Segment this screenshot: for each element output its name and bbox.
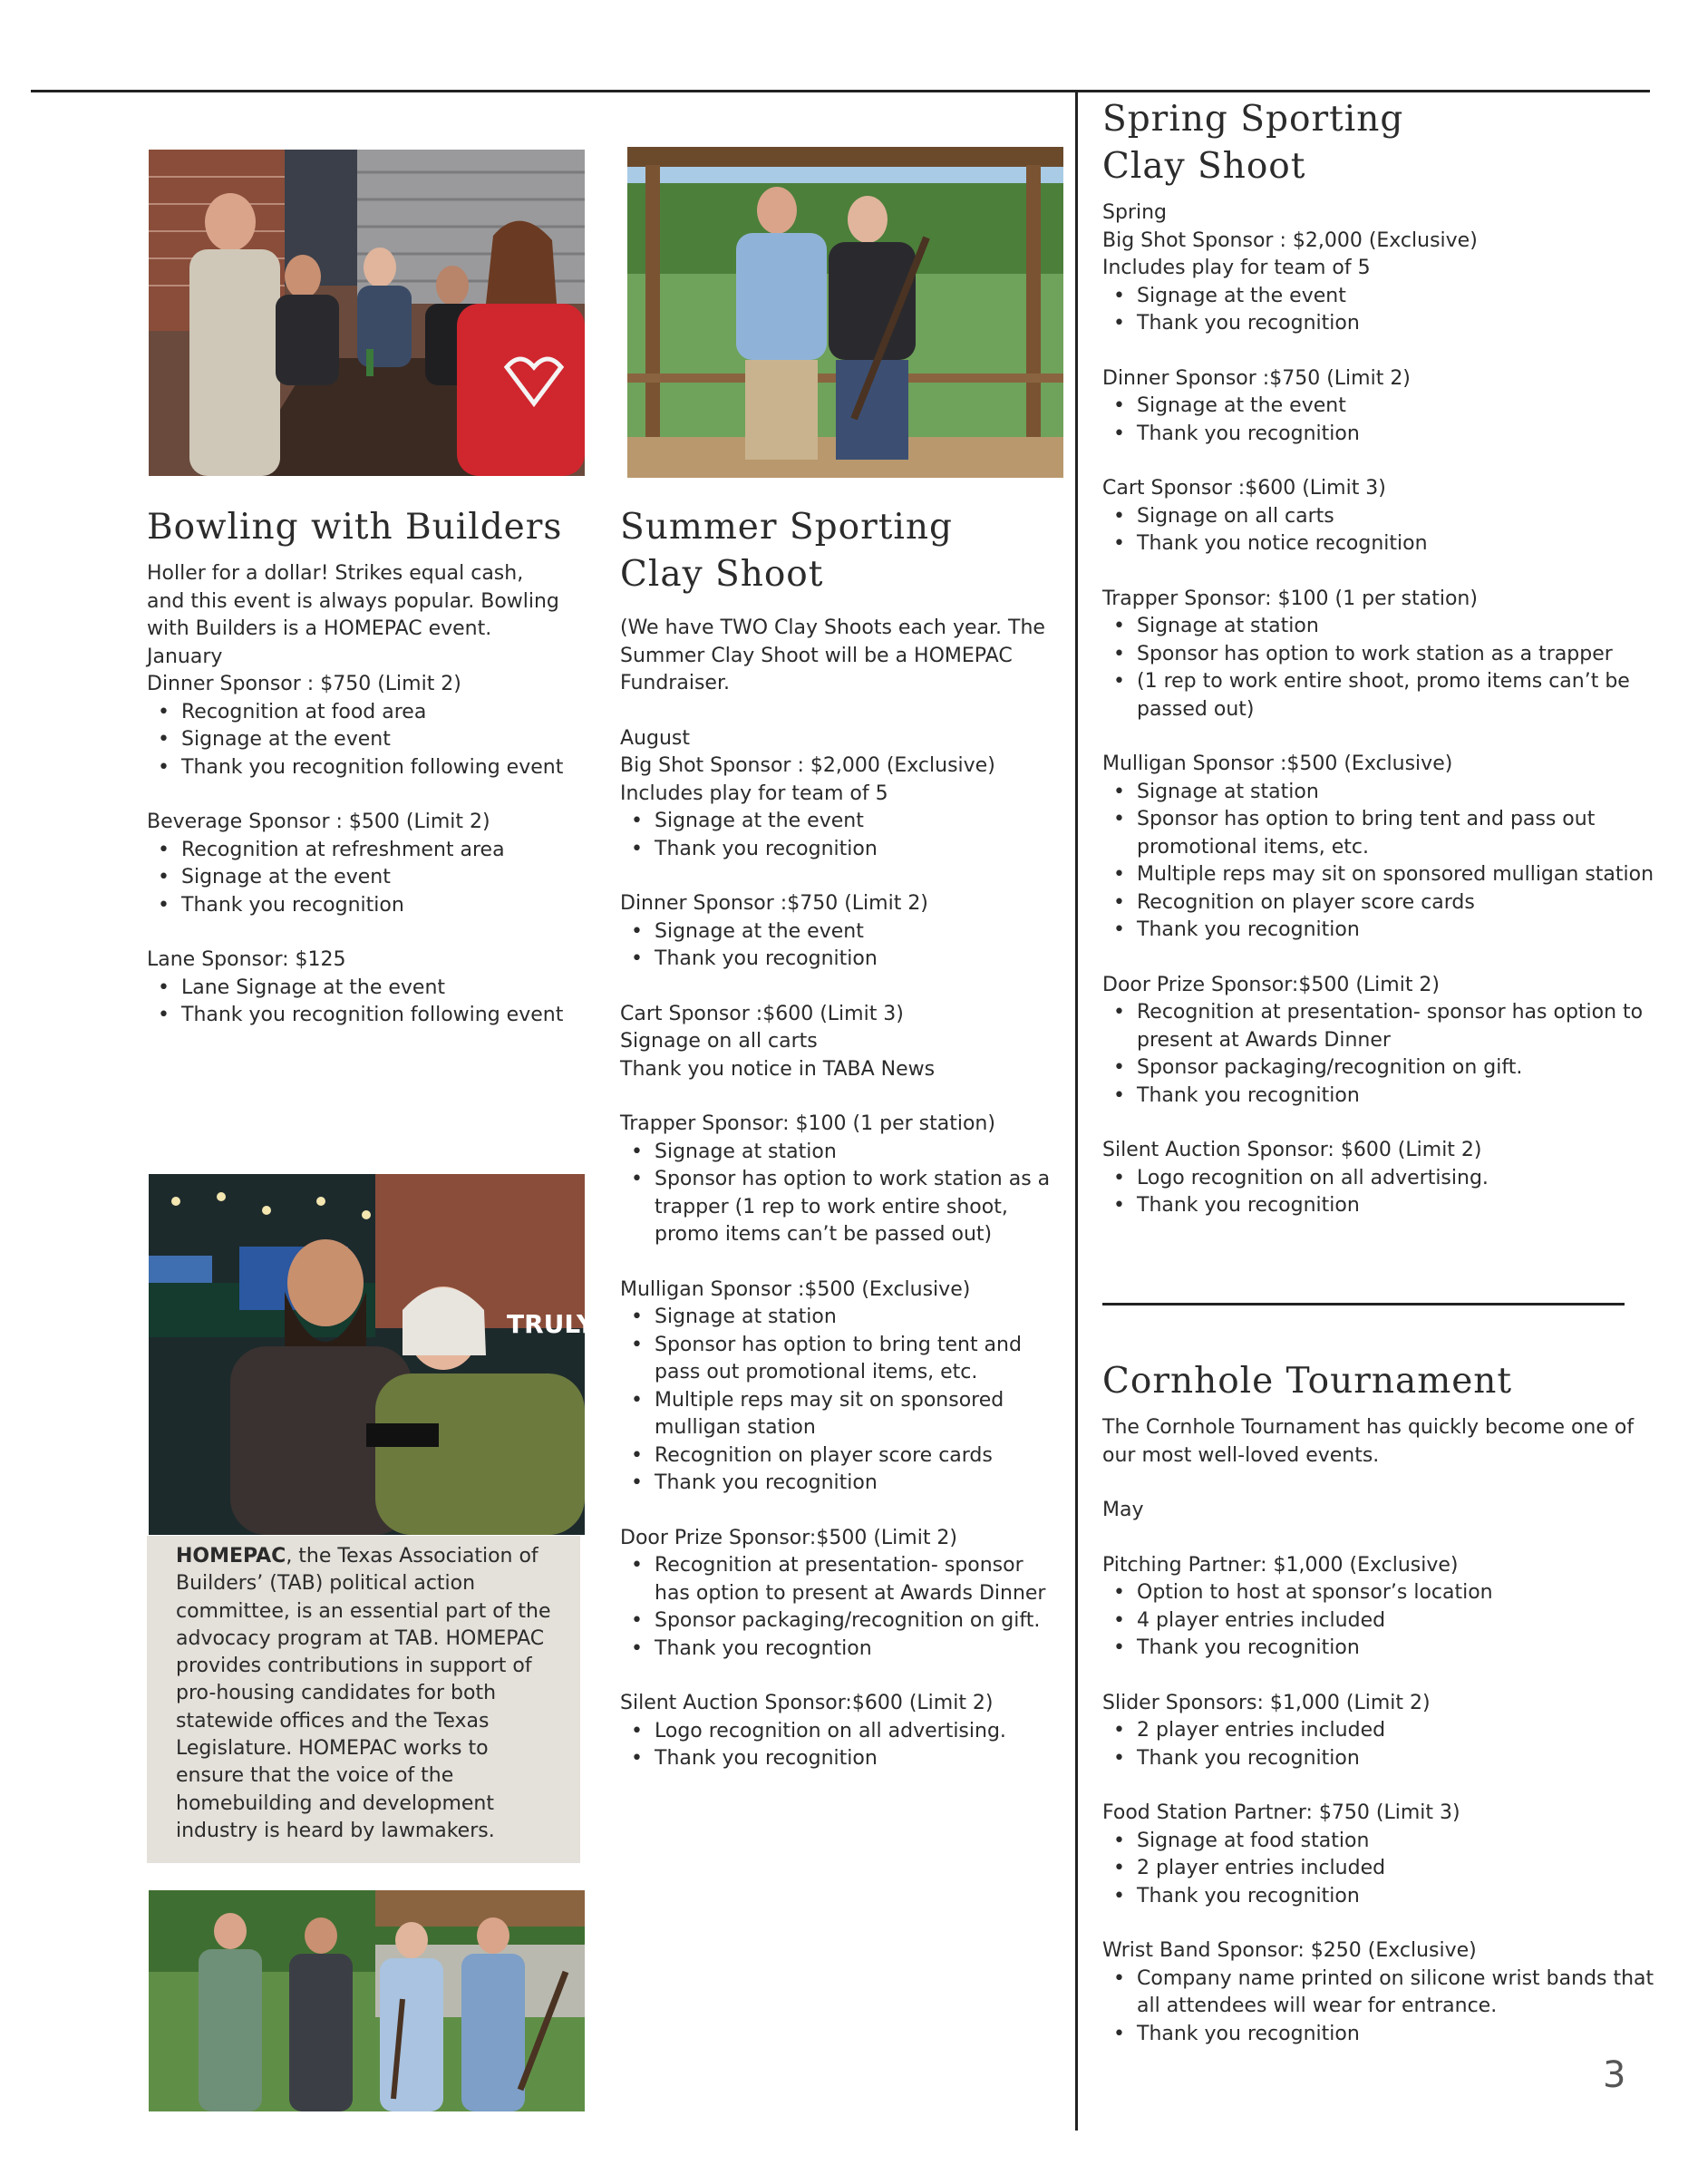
list-item: • Signage at the event xyxy=(1102,393,1655,421)
list-item: • 4 player entries included xyxy=(1102,1607,1655,1636)
list-item: • Signage on all carts xyxy=(1102,503,1655,531)
list-item: • Sponsor has option to work station as a trapper xyxy=(1102,641,1655,669)
homepac-info-box xyxy=(147,1536,580,1863)
cornhole-wristband-heading: Wrist Band Sponsor: $250 (Exclusive) xyxy=(1102,1939,1477,1962)
summer-bigshot-heading: Big Shot Sponsor : $2,000 (Exclusive) xyxy=(620,754,995,777)
spring-mulligan-list xyxy=(1102,779,1655,945)
section-divider xyxy=(1102,1303,1625,1306)
list-item: • Company name printed on silicone wrist bands that all attendees will wear for entrance. xyxy=(1102,1966,1655,2021)
summer-trapper-list xyxy=(620,1139,1055,1249)
spring-trapper-heading: Trapper Sponsor: $100 (1 per station) xyxy=(1102,587,1478,610)
summer-intro: (We have TWO Clay Shoots each year. The Summer Clay Shoot will be a HOMEPAC Fundraiser. xyxy=(620,616,1045,694)
list-item: • Signage at the event xyxy=(1102,283,1655,311)
cornhole-intro: The Cornhole Tournament has quickly become one of our most well-loved events. xyxy=(1102,1416,1635,1467)
cornhole-pitching-heading: Pitching Partner: $1,000 (Exclusive) xyxy=(1102,1553,1459,1577)
page-number: 3 xyxy=(1603,2054,1626,2096)
list-item: • Thank you recognition xyxy=(1102,310,1655,338)
spring-dinner-list xyxy=(1102,393,1655,448)
list-item: • Thank you recognition xyxy=(1102,1883,1655,1911)
summer-bigshot-list xyxy=(620,808,1055,863)
summer-silent-heading: Silent Auction Sponsor:$600 (Limit 2) xyxy=(620,1692,994,1714)
spring-bigshot-list xyxy=(1102,283,1655,338)
spring-silent-heading: Silent Auction Sponsor: $600 (Limit 2) xyxy=(1102,1139,1482,1161)
spring-cart-list xyxy=(1102,503,1655,558)
summer-title-line2: Clay Shoot xyxy=(620,554,824,595)
spring-dinner-heading: Dinner Sponsor :$750 (Limit 2) xyxy=(1102,366,1411,390)
summer-title-line1: Summer Sporting xyxy=(620,507,953,548)
clay-shoot-group-photo xyxy=(149,1890,585,2111)
homepac-text xyxy=(176,1543,562,1845)
list-item: • Recognition at refreshment area xyxy=(147,837,564,865)
list-item: • Multiple reps may sit on sponsored mulligan station xyxy=(620,1387,1055,1442)
bowling-lane-heading: Lane Sponsor: $125 xyxy=(147,948,346,971)
summer-mulligan-heading: Mulligan Sponsor :$500 (Exclusive) xyxy=(620,1277,971,1301)
list-item: • Recognition at presentation- sponsor has option to present at Awards Dinner xyxy=(620,1552,1055,1607)
list-item: • Signage at station xyxy=(1102,613,1655,641)
cornhole-slider-list xyxy=(1102,1717,1655,1772)
summer-dinner-heading: Dinner Sponsor :$750 (Limit 2) xyxy=(620,892,928,915)
spring-doorprize-list xyxy=(1102,999,1655,1110)
list-item: • Thank you recognition xyxy=(1102,1082,1655,1111)
spring-title-line1: Spring Sporting xyxy=(1102,99,1404,140)
list-item: • (1 rep to work entire shoot, promo items can’t be passed out) xyxy=(1102,668,1655,723)
list-item: • Logo recognition on all advertising. xyxy=(1102,1165,1655,1193)
spring-mulligan-heading: Mulligan Sponsor :$500 (Exclusive) xyxy=(1102,752,1453,775)
cornhole-section xyxy=(1102,1358,1655,2048)
spring-silent-list xyxy=(1102,1165,1655,1220)
summer-clay-section xyxy=(620,504,1055,1773)
summer-doorprize-heading: Door Prize Sponsor:$500 (Limit 2) xyxy=(620,1526,958,1549)
bowling-month: January xyxy=(147,645,223,668)
bar-pair-photo xyxy=(149,1174,596,1535)
list-item: • Signage at station xyxy=(620,1139,1055,1167)
list-item: • Sponsor has option to work station as a trapper (1 rep to work entire shoot, promo items can’t be passed out) xyxy=(620,1166,1055,1249)
spring-season: Spring xyxy=(1102,201,1167,224)
summer-dinner-list xyxy=(620,918,1055,974)
cornhole-food-list xyxy=(1102,1828,1655,1911)
list-item: • Recognition on player score cards xyxy=(1102,889,1655,917)
column-divider xyxy=(1075,91,1078,2131)
cornhole-food-heading: Food Station Partner: $750 (Limit 3) xyxy=(1102,1801,1460,1824)
cornhole-slider-heading: Slider Sponsors: $1,000 (Limit 2) xyxy=(1102,1691,1431,1714)
list-item: • Recognition on player score cards xyxy=(620,1442,1055,1471)
list-item: • 2 player entries included xyxy=(1102,1855,1655,1883)
list-item: • 2 player entries included xyxy=(1102,1717,1655,1745)
list-item: • Thank you recognition xyxy=(620,946,1055,974)
list-item: • Signage at the event xyxy=(147,726,564,754)
list-item: • Sponsor packaging/recognition on gift. xyxy=(1102,1054,1655,1082)
summer-title xyxy=(620,504,1055,598)
spring-bigshot-heading: Big Shot Sponsor : $2,000 (Exclusive) xyxy=(1102,228,1478,252)
list-item: • Option to host at sponsor’s location xyxy=(1102,1579,1655,1607)
list-item: • Thank you recognition xyxy=(620,1470,1055,1498)
cornhole-wristband-list xyxy=(1102,1966,1655,2049)
list-item: • Multiple reps may sit on sponsored mulligan station xyxy=(1102,861,1655,889)
list-item: • Logo recognition on all advertising. xyxy=(620,1718,1055,1746)
list-item: • Thank you recogntion xyxy=(620,1636,1055,1664)
neon-sign-text: TRULY xyxy=(507,1309,596,1339)
homepac-body: , the Texas Association of Builders’ (TAB) political action committee, is an essential part of the advocacy program at TAB. HOMEPAC provides contributions in support of pro-housing candidates for both statewide offices and the Texas Legislature. HOMEPAC works to ensure that the voice of the homebuilding and development industry is heard by lawmakers. xyxy=(176,1545,551,1842)
list-item: • Sponsor has option to bring tent and pass out promotional items, etc. xyxy=(620,1332,1055,1387)
summer-bigshot-sub: Includes play for team of 5 xyxy=(620,781,888,805)
list-item: • Thank you recognition xyxy=(1102,1192,1655,1220)
top-divider xyxy=(31,90,1650,92)
bowling-section xyxy=(147,504,564,1030)
list-item: • Thank you recognition following event xyxy=(147,754,564,782)
list-item: • Recognition at presentation- sponsor has option to present at Awards Dinner xyxy=(1102,999,1655,1054)
list-item: • Thank you recognition xyxy=(1102,1745,1655,1773)
summer-month: August xyxy=(620,726,690,750)
bowling-intro: Holler for a dollar! Strikes equal cash, and this event is always popular. Bowling with Builders is a HOMEPAC event. xyxy=(147,562,559,640)
summer-doorprize-list xyxy=(620,1552,1055,1663)
list-item: • Signage at the event xyxy=(147,864,564,892)
bowling-beverage-list xyxy=(147,837,564,920)
cornhole-pitching-list xyxy=(1102,1579,1655,1663)
list-item: • Thank you notice recognition xyxy=(1102,530,1655,558)
spring-trapper-list xyxy=(1102,613,1655,723)
bowling-beverage-heading: Beverage Sponsor : $500 (Limit 2) xyxy=(147,811,490,833)
cornhole-month: May xyxy=(1102,1499,1144,1521)
list-item: • Sponsor packaging/recognition on gift. xyxy=(620,1607,1055,1636)
summer-silent-list xyxy=(620,1718,1055,1773)
cornhole-title: Cornhole Tournament xyxy=(1102,1361,1513,1402)
spring-title-line2: Clay Shoot xyxy=(1102,146,1306,187)
list-item: • Recognition at food area xyxy=(147,699,564,727)
list-item: • Thank you recognition following event xyxy=(147,1002,564,1030)
list-item: • Thank you recognition xyxy=(1102,917,1655,945)
list-item: • Signage at food station xyxy=(1102,1828,1655,1856)
list-item: • Signage at the event xyxy=(620,808,1055,836)
spring-title xyxy=(1102,96,1655,190)
list-item: • Signage at station xyxy=(620,1304,1055,1332)
list-item: • Thank you recognition xyxy=(1102,421,1655,449)
list-item: • Thank you recognition xyxy=(620,1745,1055,1773)
spring-cart-heading: Cart Sponsor :$600 (Limit 3) xyxy=(1102,477,1386,500)
homepac-bold: HOMEPAC xyxy=(176,1545,286,1568)
spring-bigshot-sub: Includes play for team of 5 xyxy=(1102,257,1371,279)
bowling-title: Bowling with Builders xyxy=(147,507,563,548)
clay-shoot-pair-photo xyxy=(627,147,1063,478)
summer-cart-line: Thank you notice in TABA News xyxy=(620,1057,936,1081)
summer-trapper-heading: Trapper Sponsor: $100 (1 per station) xyxy=(620,1112,995,1135)
summer-cart-line: Signage on all carts xyxy=(620,1030,818,1053)
list-item: • Sponsor has option to bring tent and pass out promotional items, etc. xyxy=(1102,806,1655,861)
list-item: • Thank you recognition xyxy=(1102,2021,1655,2049)
list-item: • Thank you recognition xyxy=(620,836,1055,864)
summer-cart-heading: Cart Sponsor :$600 (Limit 3) xyxy=(620,1002,904,1025)
list-item: • Lane Signage at the event xyxy=(147,975,564,1003)
spring-clay-section xyxy=(1102,96,1655,1220)
summer-mulligan-list xyxy=(620,1304,1055,1498)
list-item: • Signage at the event xyxy=(620,918,1055,946)
list-item: • Thank you recognition xyxy=(147,892,564,920)
bowling-group-photo xyxy=(149,150,585,476)
bowling-dinner-heading: Dinner Sponsor : $750 (Limit 2) xyxy=(147,673,461,695)
bowling-dinner-list xyxy=(147,699,564,782)
list-item: • Signage at station xyxy=(1102,779,1655,807)
list-item: • Thank you recognition xyxy=(1102,1635,1655,1663)
spring-doorprize-heading: Door Prize Sponsor:$500 (Limit 2) xyxy=(1102,973,1441,996)
bowling-lane-list xyxy=(147,975,564,1030)
